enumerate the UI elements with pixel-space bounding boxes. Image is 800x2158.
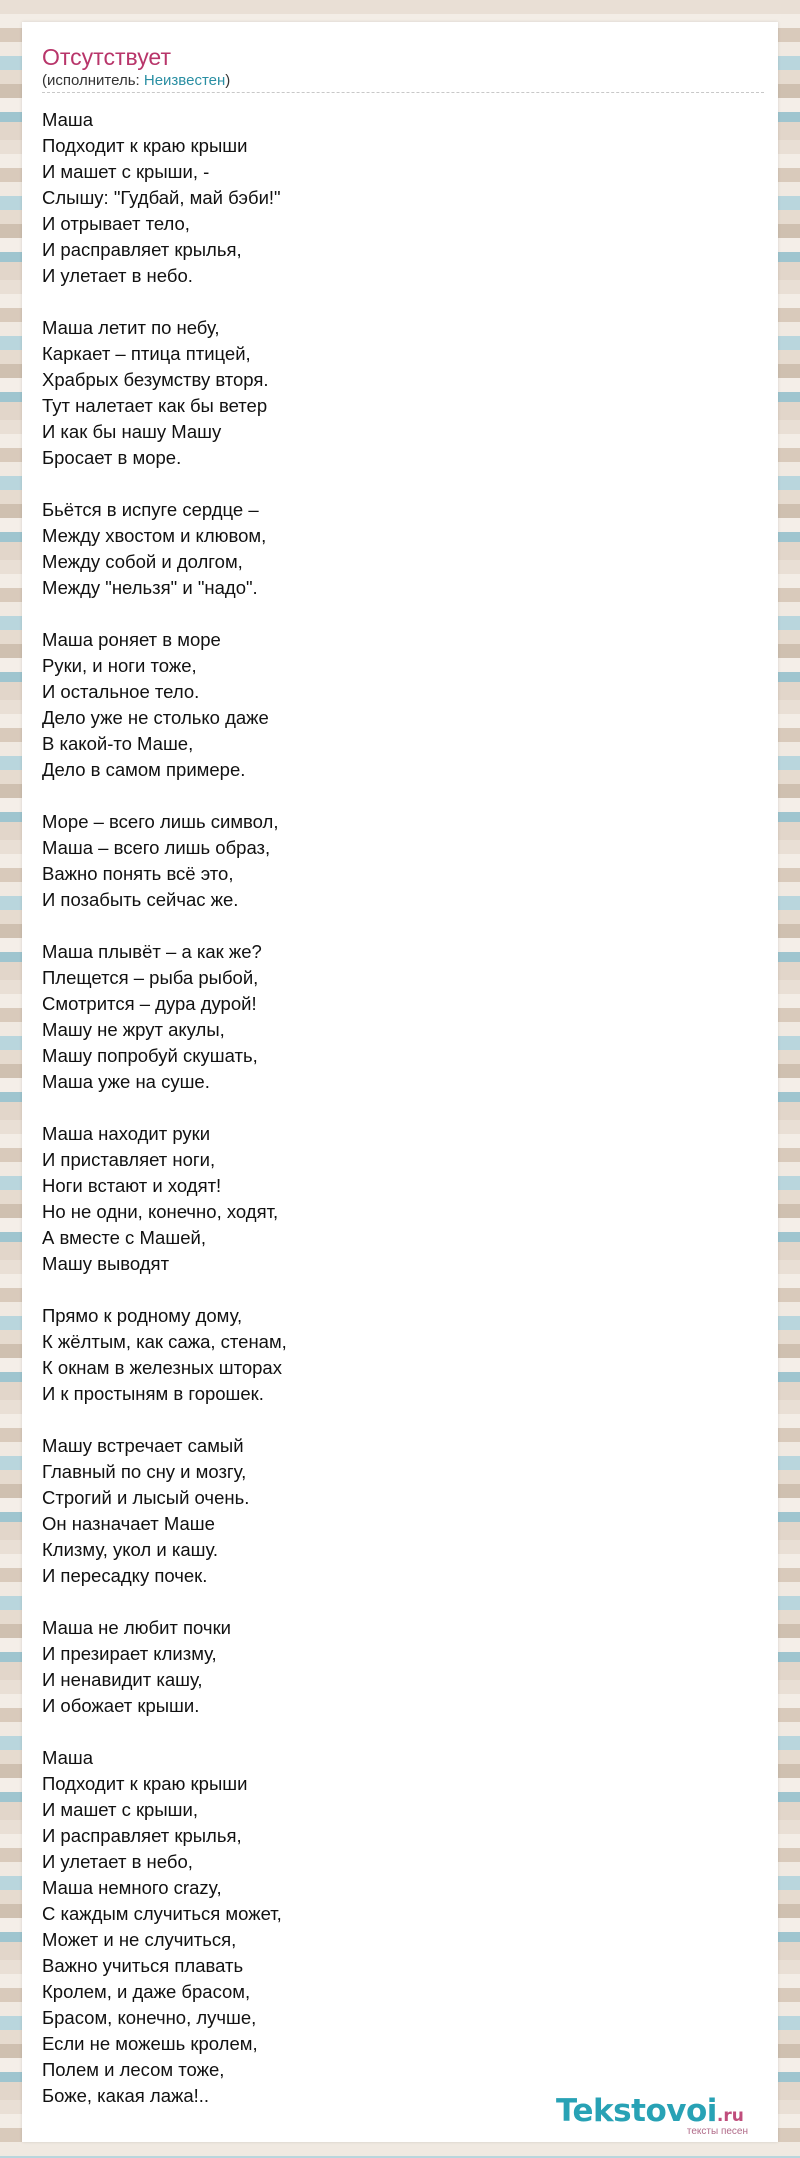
lyrics-line: Маша bbox=[42, 1747, 94, 1768]
lyrics-stanza bbox=[42, 1121, 742, 1277]
lyrics-line: Брасом, конечно, лучше, bbox=[42, 2007, 257, 2028]
artist-line bbox=[42, 72, 230, 90]
lyrics-line: Бьётся в испуге сердце – bbox=[42, 499, 259, 520]
lyrics-line: И расправляет крылья, bbox=[42, 239, 242, 260]
lyrics-line: И улетает в небо, bbox=[42, 1851, 193, 1872]
lyrics-line: И ненавидит кашу, bbox=[42, 1669, 203, 1690]
lyrics-line: Полем и лесом тоже, bbox=[42, 2059, 225, 2080]
lyrics-line: А вместе с Машей, bbox=[42, 1227, 206, 1248]
lyrics-line: Подходит к краю крыши bbox=[42, 135, 248, 156]
lyrics-line: Боже, какая лажа!.. bbox=[42, 2085, 210, 2106]
lyrics-line: И пересадку почек. bbox=[42, 1565, 208, 1586]
lyrics-line: Он назначает Маше bbox=[42, 1513, 215, 1534]
lyrics-line: И расправляет крылья, bbox=[42, 1825, 242, 1846]
lyrics-line: Дело уже не столько даже bbox=[42, 707, 269, 728]
lyrics-line: Маша не любит почки bbox=[42, 1617, 232, 1638]
lyrics-line: К жёлтым, как сажа, стенам, bbox=[42, 1331, 287, 1352]
lyrics-line: Бросает в море. bbox=[42, 447, 182, 468]
lyrics-card bbox=[22, 22, 778, 2142]
lyrics-line: Храбрых безумству вторя. bbox=[42, 369, 269, 390]
lyrics-line: Море – всего лишь символ, bbox=[42, 811, 279, 832]
lyrics-line: Слышу: "Гудбай, май бэби!" bbox=[42, 187, 281, 208]
lyrics-line: С каждым случиться может, bbox=[42, 1903, 282, 1924]
lyrics-line: Ноги встают и ходят! bbox=[42, 1175, 222, 1196]
logo-tagline: тексты песен bbox=[686, 2126, 748, 2137]
lyrics-line: Маша немного crazy, bbox=[42, 1877, 222, 1898]
lyrics-line: Машу выводят bbox=[42, 1253, 170, 1274]
lyrics-stanza bbox=[42, 497, 742, 601]
lyrics-stanza bbox=[42, 939, 742, 1095]
lyrics-line: Но не одни, конечно, ходят, bbox=[42, 1201, 279, 1222]
lyrics-line: Между собой и долгом, bbox=[42, 551, 243, 572]
lyrics-line: Важно учиться плавать bbox=[42, 1955, 244, 1976]
lyrics-line: Машу не жрут акулы, bbox=[42, 1019, 225, 1040]
artist-prefix: (исполнитель: bbox=[42, 72, 144, 89]
site-logo[interactable] bbox=[556, 2094, 776, 2138]
lyrics-line: Тут налетает как бы ветер bbox=[42, 395, 268, 416]
lyrics-line: И отрывает тело, bbox=[42, 213, 190, 234]
lyrics-line: И к простыням в горошек. bbox=[42, 1383, 264, 1404]
lyrics-stanza bbox=[42, 1615, 742, 1719]
lyrics-line: Главный по сну и мозгу, bbox=[42, 1461, 247, 1482]
lyrics-line: Дело в самом примере. bbox=[42, 759, 246, 780]
lyrics-line: И позабыть сейчас же. bbox=[42, 889, 239, 910]
lyrics-line: Между "нельзя" и "надо". bbox=[42, 577, 258, 598]
lyrics-line: И машет с крыши, bbox=[42, 1799, 198, 1820]
lyrics-stanza bbox=[42, 315, 742, 471]
lyrics-line: Кролем, и даже брасом, bbox=[42, 1981, 251, 2002]
lyrics-line: Подходит к краю крыши bbox=[42, 1773, 248, 1794]
lyrics-stanza bbox=[42, 627, 742, 783]
lyrics-line: Машу попробуй скушать, bbox=[42, 1045, 258, 1066]
lyrics-line: Каркает – птица птицей, bbox=[42, 343, 251, 364]
lyrics-stanza bbox=[42, 107, 742, 289]
logo-tld: .ru bbox=[716, 2106, 744, 2126]
lyrics-line: Клизму, укол и кашу. bbox=[42, 1539, 219, 1560]
lyrics-line: Маша летит по небу, bbox=[42, 317, 220, 338]
lyrics-line: Маша роняет в море bbox=[42, 629, 221, 650]
header-divider bbox=[42, 92, 764, 93]
artist-link[interactable]: Неизвестен bbox=[143, 72, 226, 89]
lyrics-line: В какой-то Маше, bbox=[42, 733, 194, 754]
lyrics-stanza bbox=[42, 1303, 742, 1407]
lyrics-line: И улетает в небо. bbox=[42, 265, 193, 286]
lyrics-line: Руки, и ноги тоже, bbox=[42, 655, 197, 676]
lyrics-line: Маша уже на суше. bbox=[42, 1071, 210, 1092]
lyrics-line: И обожает крыши. bbox=[42, 1695, 200, 1716]
lyrics-line: И презирает клизму, bbox=[42, 1643, 217, 1664]
lyrics-line: Между хвостом и клювом, bbox=[42, 525, 267, 546]
lyrics-stanza bbox=[42, 1433, 742, 1589]
lyrics-stanza bbox=[42, 1745, 742, 2109]
artist-suffix: ) bbox=[225, 72, 231, 89]
lyrics-line: Маша находит руки bbox=[42, 1123, 211, 1144]
lyrics-line: Смотрится – дура дурой! bbox=[42, 993, 257, 1014]
logo-main-text: Tekstovoi bbox=[556, 2093, 717, 2129]
lyrics-line: И машет с крыши, - bbox=[42, 161, 210, 182]
lyrics-line: Прямо к родному дому, bbox=[42, 1305, 243, 1326]
lyrics-line: Если не можешь кролем, bbox=[42, 2033, 258, 2054]
lyrics-stanza bbox=[42, 809, 742, 913]
lyrics-line: Маша плывёт – а как же? bbox=[42, 941, 262, 962]
lyrics-line: К окнам в железных шторах bbox=[42, 1357, 282, 1378]
lyrics-line: И остальное тело. bbox=[42, 681, 200, 702]
lyrics-line: Плещется – рыба рыбой, bbox=[42, 967, 259, 988]
lyrics-line: И как бы нашу Машу bbox=[42, 421, 222, 442]
lyrics-line: Машу встречает самый bbox=[42, 1435, 244, 1456]
lyrics-line: Важно понять всё это, bbox=[42, 863, 234, 884]
lyrics-line: Маша bbox=[42, 109, 94, 130]
lyrics-body bbox=[42, 107, 742, 2135]
lyrics-line: Может и не случиться, bbox=[42, 1929, 237, 1950]
song-title: Отсутствует bbox=[42, 44, 171, 70]
lyrics-line: И приставляет ноги, bbox=[42, 1149, 216, 1170]
lyrics-line: Маша – всего лишь образ, bbox=[42, 837, 271, 858]
lyrics-line: Строгий и лысый очень. bbox=[42, 1487, 250, 1508]
